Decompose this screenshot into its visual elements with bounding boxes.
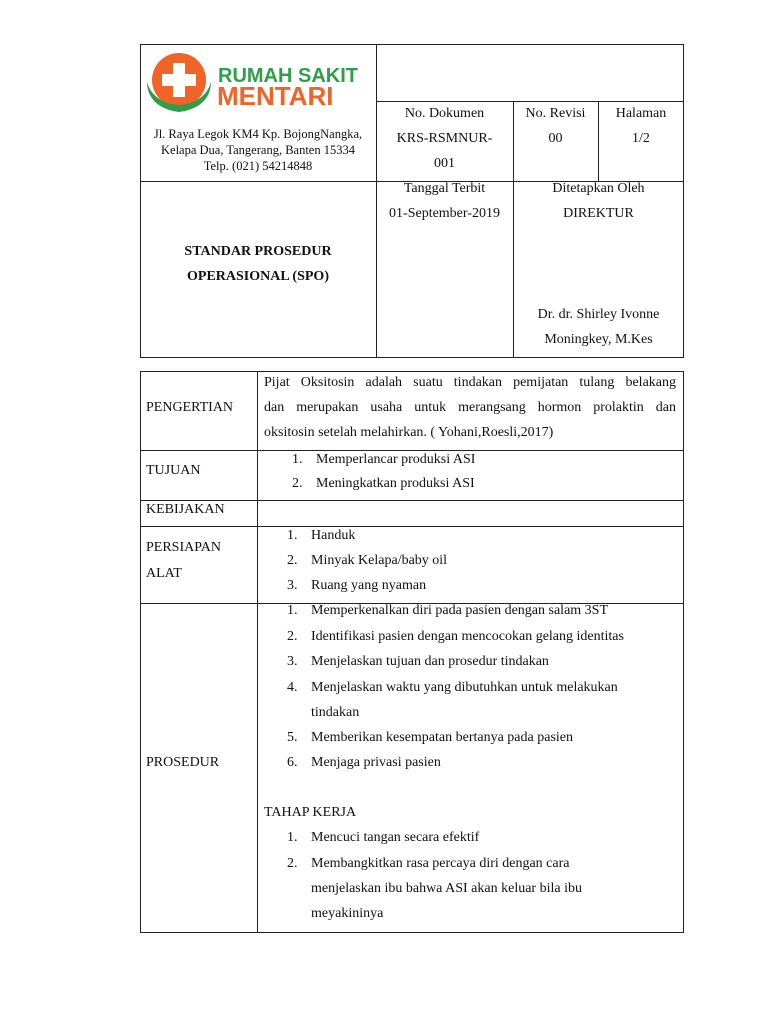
row-divider-1 [140,450,684,451]
header-divider-v1 [376,44,377,358]
persiapan-label-1: PERSIAPAN [146,540,221,555]
prosedur-num-2: 2. [287,629,298,644]
prosedur-item-1: Memperkenalkan diri pada pasien dengan salam 3ST [311,603,609,618]
tujuan-num-1: 1. [292,452,303,467]
address-line-1: Jl. Raya Legok KM4 Kp. BojongNangka, [153,127,363,141]
no-revisi-value: 00 [548,131,563,146]
ditetapkan-label: Ditetapkan Oleh [552,181,645,196]
signatory-line-2: Moningkey, M.Kes [544,332,653,347]
document-title-line-2: OPERASIONAL (SPO) [187,269,329,284]
halaman-value: 1/2 [632,131,650,146]
address-line-2: Kelapa Dua, Tangerang, Banten 15334 [161,143,355,157]
prosedur-num-3: 3. [287,654,298,669]
document-title-line-1: STANDAR PROSEDUR [184,244,332,259]
prosedur-item-3: Menjelaskan tujuan dan prosedur tindakan [311,654,549,669]
prosedur-item-5: Memberikan kesempatan bertanya pada pasien [311,730,574,745]
kerja-item-2-cont-1: menjelaskan ibu bahwa ASI akan keluar bila ibu [311,881,582,896]
no-dokumen-value-1: KRS-RSMNUR- [396,131,493,146]
tahap-kerja-heading: TAHAP KERJA [264,805,357,820]
pengertian-line-3: oksitosin setelah melahirkan. ( Yohani,Roesli,2017) [264,425,554,440]
row-divider-2 [140,500,684,501]
tujuan-item-1: Memperlancar produksi ASI [316,452,476,467]
ditetapkan-value: DIREKTUR [563,206,634,221]
prosedur-item-2: Identifikasi pasien dengan mencocokan gelang identitas [311,629,624,644]
pengertian-label: PENGERTIAN [146,400,234,415]
row-divider-3 [140,526,684,527]
kerja-item-1: Mencuci tangan secara efektif [311,830,480,845]
address-line-3: Telp. (021) 54214848 [203,159,313,173]
kebijakan-label: KEBIJAKAN [146,502,225,517]
prosedur-num-6: 6. [287,755,298,770]
kerja-num-1: 1. [287,830,298,845]
prosedur-num-4: 4. [287,680,298,695]
logo-line-1: RUMAH SAKIT [218,65,358,87]
tanggal-terbit-value: 01-September-2019 [389,206,500,221]
prosedur-label: PROSEDUR [146,755,220,770]
tanggal-terbit-label: Tanggal Terbit [403,181,486,196]
kerja-item-2: Membangkitkan rasa percaya diri dengan cara [311,856,570,871]
persiapan-item-3: Ruang yang nyaman [311,578,427,593]
prosedur-item-6: Menjaga privasi pasien [311,755,441,770]
pengertian-line-2: dan merupakan usaha untuk merangsang hormon prolaktin dan [264,400,676,415]
persiapan-item-1: Handuk [311,528,356,543]
prosedur-item-4-cont: tindakan [311,705,360,720]
prosedur-num-1: 1. [287,603,298,618]
pengertian-line-1: Pijat Oksitosin adalah suatu tindakan pemijatan tulang belakang [264,375,676,390]
tujuan-num-2: 2. [292,476,303,491]
no-dokumen-label: No. Dokumen [404,106,485,121]
persiapan-num-1: 1. [287,528,298,543]
halaman-label: Halaman [615,106,667,121]
tujuan-item-2: Meningkatkan produksi ASI [316,476,475,491]
no-revisi-label: No. Revisi [525,106,586,121]
prosedur-num-5: 5. [287,730,298,745]
no-dokumen-value-2: 001 [434,156,455,171]
table-col-divider [257,371,258,933]
persiapan-num-3: 3. [287,578,298,593]
kerja-item-2-cont-2: meyakininya [311,906,384,921]
persiapan-label-2: ALAT [146,566,182,581]
persiapan-item-2: Minyak Kelapa/baby oil [311,553,448,568]
hospital-cross-icon [143,50,219,114]
header-divider-h1 [376,101,684,102]
signatory-line-1: Dr. dr. Shirley Ivonne [537,307,660,322]
logo-line-2: MENTARI [217,81,334,111]
prosedur-item-4: Menjelaskan waktu yang dibutuhkan untuk melakukan [311,680,618,695]
tujuan-label: TUJUAN [146,463,201,478]
kerja-num-2: 2. [287,856,298,871]
persiapan-num-2: 2. [287,553,298,568]
